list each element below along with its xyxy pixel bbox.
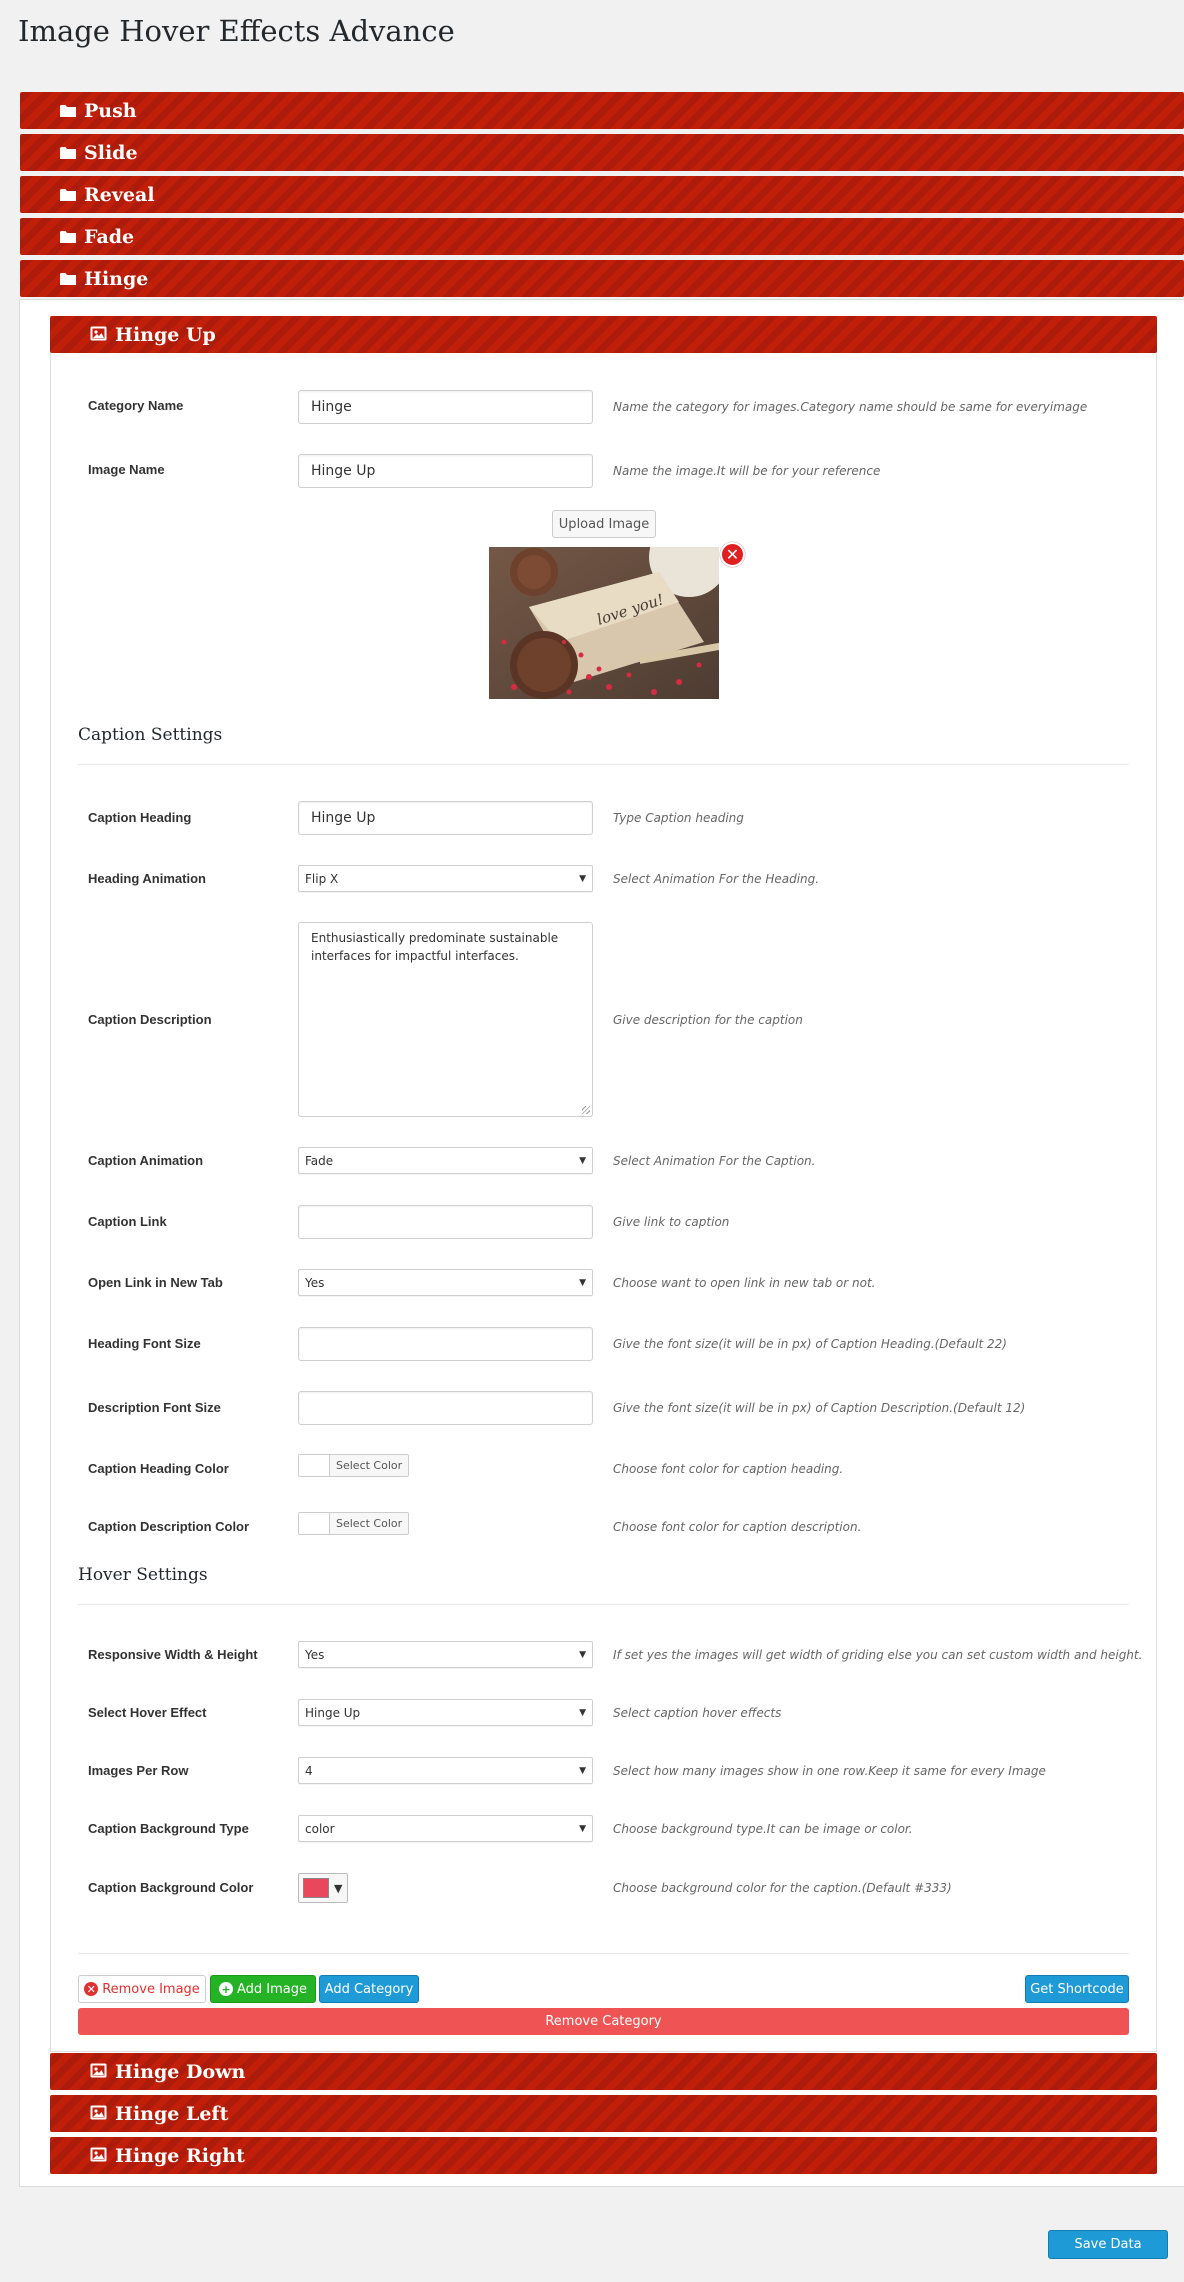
caption-heading-help: Type Caption heading [613, 811, 744, 825]
image-title: Hinge Right [115, 2144, 245, 2167]
resize-grip-icon[interactable] [582, 1106, 590, 1114]
heading-animation-value: Flip X [305, 871, 339, 886]
chevron-down-icon: ▼ [579, 1649, 586, 1660]
open-new-tab-label: Open Link in New Tab [88, 1275, 223, 1290]
category-title: Hinge [84, 267, 149, 290]
plus-circle-icon: + [219, 1982, 233, 1996]
images-per-row-value: 4 [305, 1763, 313, 1778]
add-category-button[interactable]: Add Category [319, 1975, 419, 2003]
caption-bg-type-label: Caption Background Type [88, 1821, 249, 1836]
caption-description-help: Give description for the caption [613, 1013, 803, 1027]
image-icon [90, 2145, 107, 2167]
open-new-tab-select[interactable] [298, 1269, 593, 1296]
chevron-down-icon: ▼ [579, 873, 586, 884]
hover-effect-label: Select Hover Effect [88, 1705, 207, 1720]
heading-font-size-help: Give the font size(it will be in px) of Caption Heading.(Default 22) [613, 1337, 1007, 1351]
image-title: Hinge Down [115, 2060, 246, 2083]
color-swatch [303, 1878, 329, 1898]
category-header-slide[interactable] [20, 134, 1184, 171]
caret-down-icon: ▼ [334, 1881, 343, 1895]
divider [78, 1604, 1129, 1605]
remove-image-label: Remove Image [102, 1981, 200, 1997]
image-name-help: Name the image.It will be for your reference [613, 464, 881, 478]
heading-animation-help: Select Animation For the Heading. [613, 872, 820, 886]
heading-font-size-input[interactable] [298, 1327, 593, 1361]
caption-animation-value: Fade [305, 1153, 334, 1168]
hover-effect-help: Select caption hover effects [613, 1706, 782, 1720]
chevron-down-icon: ▼ [579, 1707, 586, 1718]
description-font-size-input[interactable] [298, 1391, 593, 1425]
caption-animation-label: Caption Animation [88, 1153, 204, 1168]
caption-bg-color-picker[interactable] [298, 1873, 348, 1903]
image-header-hinge-right[interactable] [50, 2137, 1157, 2174]
responsive-help: If set yes the images will get width of griding else you can set custom width and height. [613, 1648, 1143, 1662]
caption-bg-color-help: Choose background color for the caption.(Default #333) [613, 1881, 952, 1895]
category-title: Slide [84, 141, 138, 164]
image-title: Hinge Up [115, 323, 216, 346]
responsive-label: Responsive Width & Height [88, 1647, 258, 1662]
get-shortcode-button[interactable]: Get Shortcode [1025, 1975, 1129, 2003]
caption-description-color-help: Choose font color for caption description. [613, 1520, 862, 1534]
chevron-down-icon: ▼ [579, 1155, 586, 1166]
image-name-input[interactable]: Hinge Up [298, 454, 593, 488]
caption-heading-input[interactable]: Hinge Up [298, 801, 593, 835]
caption-bg-type-value: color [305, 1821, 335, 1836]
image-header-hinge-up[interactable] [50, 316, 1157, 353]
folder-icon [60, 226, 76, 248]
heading-animation-select[interactable] [298, 865, 593, 892]
add-image-label: Add Image [236, 1981, 307, 1997]
hover-settings-title: Hover Settings [78, 1565, 208, 1585]
hover-effect-select[interactable] [298, 1699, 593, 1726]
add-image-button[interactable] [210, 1975, 316, 2003]
image-thumbnail [489, 547, 719, 699]
chevron-down-icon: ▼ [579, 1277, 586, 1288]
caption-description-textarea[interactable] [298, 922, 593, 1117]
caption-heading-color-help: Choose font color for caption heading. [613, 1462, 844, 1476]
caption-link-label: Caption Link [88, 1214, 167, 1229]
folder-icon [60, 100, 76, 122]
caption-link-help: Give link to caption [613, 1215, 730, 1229]
remove-image-x-icon[interactable]: ✕ [720, 542, 745, 567]
chevron-down-icon: ▼ [579, 1765, 586, 1776]
caption-settings-title: Caption Settings [78, 725, 223, 745]
open-new-tab-help: Choose want to open link in new tab or not. [613, 1276, 876, 1290]
image-name-label: Image Name [88, 462, 165, 477]
image-header-hinge-left[interactable] [50, 2095, 1157, 2132]
caption-description-label: Caption Description [88, 1012, 212, 1027]
caption-heading-label: Caption Heading [88, 810, 192, 825]
responsive-value: Yes [305, 1647, 325, 1662]
caption-bg-color-label: Caption Background Color [88, 1880, 254, 1895]
color-swatch [299, 1513, 330, 1534]
divider [78, 1953, 1129, 1954]
remove-category-button[interactable]: Remove Category [78, 2008, 1129, 2035]
category-header-hinge[interactable] [20, 260, 1184, 297]
select-color-label: Select Color [336, 1517, 403, 1530]
folder-open-icon [60, 268, 76, 290]
heading-animation-label: Heading Animation [88, 871, 206, 886]
category-title: Reveal [84, 183, 155, 206]
caption-animation-select[interactable] [298, 1147, 593, 1174]
page-title: Image Hover Effects Advance [18, 14, 455, 48]
description-font-size-label: Description Font Size [88, 1400, 221, 1415]
divider [78, 764, 1129, 765]
caption-heading-color-label: Caption Heading Color [88, 1461, 229, 1476]
hover-effect-value: Hinge Up [305, 1705, 361, 1720]
remove-circle-icon: ✕ [84, 1982, 98, 1996]
upload-image-button[interactable]: Upload Image [552, 510, 656, 538]
svg-text:love you!: love you! [594, 590, 666, 629]
category-name-label: Category Name [88, 398, 184, 413]
image-icon [90, 2061, 107, 2083]
category-title: Fade [84, 225, 135, 248]
image-header-hinge-down[interactable] [50, 2053, 1157, 2090]
save-data-button[interactable]: Save Data [1048, 2230, 1168, 2259]
select-color-label: Select Color [336, 1459, 403, 1472]
responsive-select[interactable] [298, 1641, 593, 1668]
category-title: Push [84, 99, 137, 122]
folder-icon [60, 142, 76, 164]
category-header-reveal[interactable] [20, 176, 1184, 213]
category-header-push[interactable] [20, 92, 1184, 129]
images-per-row-help: Select how many images show in one row.Keep it same for every Image [613, 1764, 1046, 1778]
image-icon [90, 2103, 107, 2125]
folder-icon [60, 184, 76, 206]
chevron-down-icon: ▼ [579, 1823, 586, 1834]
open-new-tab-value: Yes [305, 1275, 325, 1290]
caption-description-color-picker[interactable] [298, 1512, 409, 1535]
category-name-input[interactable]: Hinge [298, 390, 593, 424]
caption-bg-type-help: Choose background type.It can be image or color. [613, 1822, 913, 1836]
caption-heading-color-picker[interactable] [298, 1454, 409, 1477]
caption-animation-help: Select Animation For the Caption. [613, 1154, 816, 1168]
caption-description-text: Enthusiastically predominate sustainable interfaces for impactful interfaces. [311, 931, 559, 963]
image-icon [90, 324, 107, 346]
category-name-help: Name the category for images.Category name should be same for everyimage [613, 400, 1088, 414]
images-per-row-select[interactable] [298, 1757, 593, 1784]
category-header-fade[interactable] [20, 218, 1184, 255]
remove-image-button[interactable] [78, 1975, 206, 2003]
caption-description-color-label: Caption Description Color [88, 1519, 250, 1534]
caption-bg-type-select[interactable] [298, 1815, 593, 1842]
caption-link-input[interactable] [298, 1205, 593, 1239]
heading-font-size-label: Heading Font Size [88, 1336, 201, 1351]
color-swatch [299, 1455, 330, 1476]
images-per-row-label: Images Per Row [88, 1763, 189, 1778]
description-font-size-help: Give the font size(it will be in px) of Caption Description.(Default 12) [613, 1401, 1026, 1415]
image-title: Hinge Left [115, 2102, 229, 2125]
